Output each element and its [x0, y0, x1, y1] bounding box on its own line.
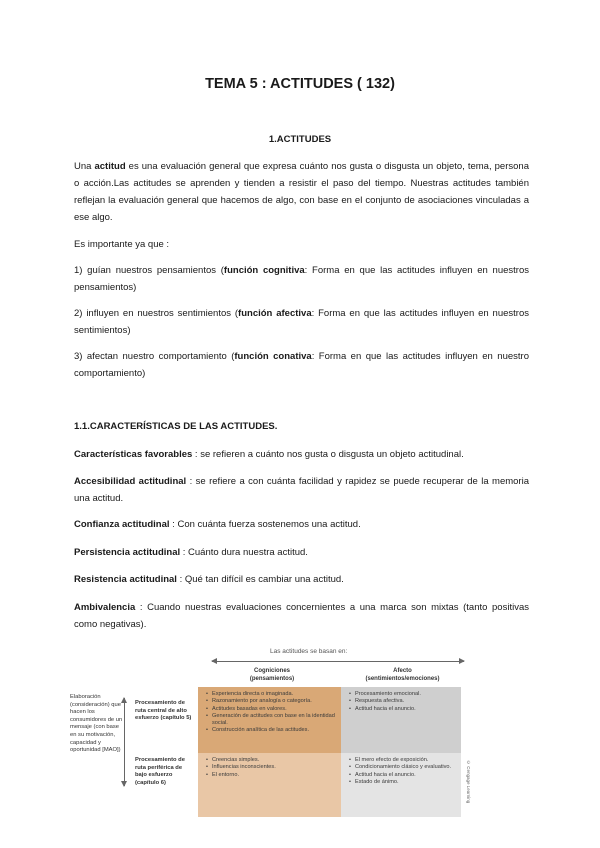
- section-heading-actitudes: 1.ACTITUDES: [268, 134, 332, 145]
- characteristic-text: : Qué tan difícil es cambiar una actitud.: [176, 574, 344, 585]
- row-head-peripheral: Procesamiento de ruta periférica de bajo esfuerzo (capítulo 6): [135, 757, 185, 786]
- column-head-cogniciones: Cogniciones (pensamientos): [249, 668, 295, 682]
- point-text: 3) afectan nuestro comportamiento (: [74, 351, 235, 362]
- cell-central-affect: [341, 687, 461, 753]
- characteristic-term: Accesibilidad actitudinal: [74, 476, 187, 487]
- cell-item: • Actitud hacia el anuncio.: [349, 772, 455, 779]
- characteristic-text: : Cuánto dura nuestra actitud.: [180, 547, 308, 558]
- characteristic-term: Características favorables: [74, 449, 193, 460]
- point-text: : Forma en que las actitudes influyen en nuestros pensamientos): [74, 265, 529, 293]
- characteristic-item: [74, 599, 529, 633]
- cell-peripheral-cognitions: [198, 753, 341, 817]
- cell-item: • Creencias simples.: [206, 757, 335, 764]
- characteristic-term: Confianza actitudinal: [74, 519, 170, 530]
- point-cognitive: [74, 262, 529, 296]
- intro-paragraph: [74, 158, 529, 226]
- cell-item: • Actitudes basadas en valores.: [206, 706, 335, 713]
- cell-item: • Construcción analítica de las actitudes.: [206, 727, 335, 734]
- intro-post: es una evaluación general que expresa cuánto nos gusta o disgusta un objeto, tema, persona o acción.Las actitudes se aprenden y tienden a resistir el paso del tiempo. Nuestras actitudes también reflejan la evaluación general que hacemos de algo, con base en el conjunto de asociaciones vinculadas a ese algo.: [74, 161, 529, 223]
- cell-item: • El mero efecto de exposición.: [349, 757, 455, 764]
- intro-term: actitud: [94, 161, 126, 172]
- characteristic-text: : se refieren a cuánto nos gusta o disgusta un objeto actitudinal.: [192, 449, 464, 460]
- cell-item: • Condicionamiento clásico y evaluativo.: [349, 764, 455, 771]
- cell-central-cognitions: [198, 687, 341, 753]
- cell-item: • Experiencia directa o imaginada.: [206, 691, 335, 698]
- cell-item: • Procesamiento emocional.: [349, 691, 455, 698]
- important-line: Es importante ya que :: [74, 239, 170, 250]
- characteristic-item: [74, 446, 529, 463]
- cell-item: • Respuesta afectiva.: [349, 698, 455, 705]
- characteristic-item: [74, 516, 529, 533]
- vertical-double-arrow-icon: [124, 698, 125, 786]
- characteristic-text: : Con cuánta fuerza sostenemos una actitud.: [169, 519, 361, 530]
- cell-item: • El entorno.: [206, 772, 335, 779]
- characteristic-item: [74, 544, 529, 561]
- point-text: : Forma en que las actitudes influyen en nuestro comportamiento): [74, 351, 529, 379]
- point-affective: [74, 305, 529, 339]
- characteristic-term: Ambivalencia: [74, 602, 136, 613]
- section-heading-caracteristicas: 1.1.CARACTERÍSTICAS DE LAS ACTITUDES.: [74, 421, 278, 432]
- column-head-afecto: Afecto (sentimientos/emociones): [365, 668, 440, 682]
- point-term: función cognitiva: [223, 265, 305, 276]
- characteristic-term: Resistencia actitudinal: [74, 574, 177, 585]
- point-conative: [74, 348, 529, 382]
- characteristic-term: Persistencia actitudinal: [74, 547, 181, 558]
- elaboration-label: Elaboración (consideración) que hacen los consumidores de un mensaje (con base en su motivación, capacidad y oportunidad [MAO]): [70, 694, 123, 754]
- document-title: TEMA 5 : ACTITUDES ( 132): [205, 76, 395, 92]
- intro-pre: Una: [74, 161, 95, 172]
- point-text: 1) guían nuestros pensamientos (: [74, 265, 224, 276]
- figure-credit: © Cengage Learning: [466, 760, 471, 804]
- cell-item: • Actitud hacia el anuncio.: [349, 706, 455, 713]
- cell-item: • Generación de actitudes con base en la identidad social.: [206, 713, 335, 728]
- row-head-central: Procesamiento de ruta central de alto esfuerzo (capítulo 5): [135, 700, 192, 722]
- point-term: función afectiva: [238, 308, 312, 319]
- characteristic-text: : se refiere a con cuánta facilidad y rapidez se puede recuperar de la memoria una actitud.: [74, 476, 529, 504]
- point-text: 2) influyen en nuestros sentimientos (: [74, 308, 239, 319]
- figure-top-label: Las actitudes se basan en:: [270, 648, 348, 655]
- characteristic-item: [74, 571, 529, 588]
- cell-item: • Estado de ánimo.: [349, 779, 455, 786]
- characteristic-text: : Cuando nuestras evaluaciones concernientes a una marca son mixtas (tanto positivas como negativas).: [74, 602, 529, 630]
- characteristic-item: [74, 473, 529, 507]
- point-text: : Forma en que las actitudes influyen en nuestros sentimientos): [74, 308, 529, 336]
- cell-peripheral-affect: [341, 753, 461, 817]
- cell-item: • Influencias inconscientes.: [206, 764, 335, 771]
- point-term: función conativa: [234, 351, 312, 362]
- cell-item: • Razonamiento por analogía o categoría.: [206, 698, 335, 705]
- horizontal-double-arrow-icon: [212, 661, 464, 662]
